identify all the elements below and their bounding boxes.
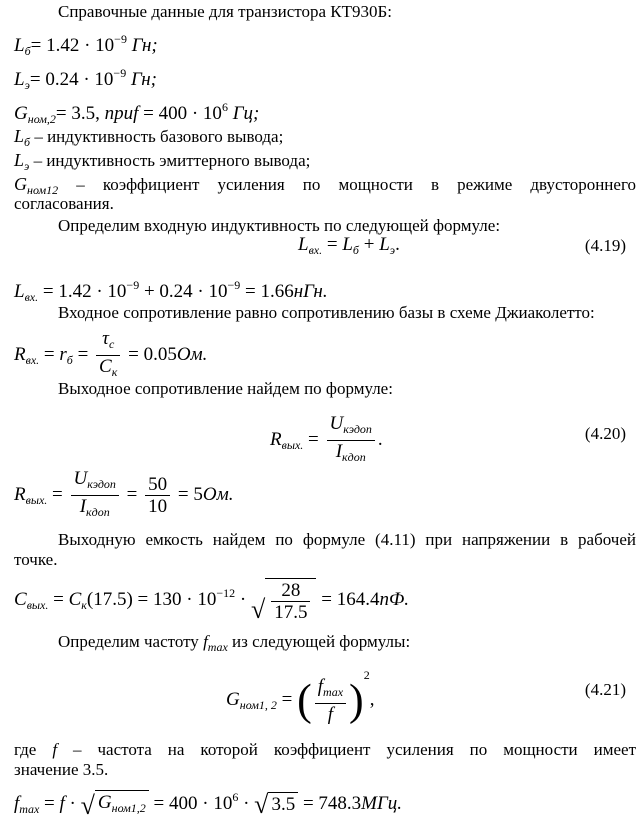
fraction: $\frac{f_{max}}{f}$ xyxy=(315,676,346,725)
equation-4-19: $L_{вх.} = L_б + L_э$. xyxy=(298,234,400,257)
calc-input-resistance: $R_{вх.} = r_б$ = $\frac{\tau_с}{C_к}$ = 0.05Ом. xyxy=(14,328,207,383)
section-title: Справочные данные для транзистора КТ930Б: xyxy=(58,2,392,21)
sqrt: √ $\frac{28}{17.5}$ xyxy=(251,578,317,623)
param-lb: $L_б= 1.42 \cdot 10^{-9}$ Гн; xyxy=(14,32,158,58)
fraction: $\frac{U_{кэдоп}}{I_{кдоп}}$ xyxy=(71,468,119,523)
fraction: $\frac{28}{17.5}$ xyxy=(271,580,310,623)
def-g: $G_{ном12}$ – коэффициент усиления по мощности в режиме двустороннего xyxy=(14,174,636,197)
calc-input-inductance: $L_{вх.} = 1.42 \cdot 10^{-9} + 0.24 \cdot 10^{-9} = 1.66нГн$. xyxy=(14,278,328,304)
calc-output-capacitance: $C_{вых.} = C_к(17.5) = 130 \cdot 10^{-12}$ · √ $\frac{28}{17.5}$ = 164.4пФ. xyxy=(14,580,409,624)
equation-4-20: $R_{вых.}$ = $\frac{U_{кэдоп}}{I_{кдоп}}$ . xyxy=(270,413,383,468)
para-max-frequency: Определим частоту $f_{mах}$ из следующей формулы: xyxy=(58,632,411,654)
equation-number-4-20: (4.20) xyxy=(584,424,626,443)
para-input-resistance: Входное сопротивление равно сопротивлению базы в схеме Джиаколетто: xyxy=(58,303,595,322)
fraction: $\frac{50}{10}$ xyxy=(145,474,170,517)
sqrt: √ $G_{ном1,2}$ xyxy=(81,790,149,819)
para-output-capacitance: Выходную емкость найдем по формуле (4.11) при напряжении в рабочей xyxy=(58,530,636,549)
fraction: $\frac{\tau_с}{C_к}$ xyxy=(96,328,120,383)
equation-number-4-19: (4.19) xyxy=(584,236,626,255)
param-le: $L_э= 0.24 \cdot 10^{-9}$ Гн; xyxy=(14,66,157,92)
equation-4-21: $G_{ном1, 2}$ = ( $\frac{f_{max}}{f}$ )$^2$, xyxy=(226,668,375,726)
para-where-cont: значение 3.5. xyxy=(14,760,109,779)
def-lb: $L_б$ – индуктивность базового вывода; xyxy=(14,126,284,149)
equation-number-4-21: (4.21) xyxy=(584,680,626,699)
para-output-capacitance-cont: точке. xyxy=(14,550,58,569)
sqrt: √ 3.5 xyxy=(254,792,298,818)
para-where: где f – частота на которой коэффициент усиления по мощности имеет xyxy=(14,740,636,759)
fraction: $\frac{U_{кэдоп}}{I_{кдоп}}$ xyxy=(327,413,375,468)
calc-output-resistance: $R_{вых.}$ = $\frac{U_{кэдоп}}{I_{кдоп}}$ = $\frac{50}{10}$ = 5Ом. xyxy=(14,468,233,523)
calc-max-frequency: $f_{max} = f$ · √ $G_{ном1,2}$ = $400 \cdot 10^6$ · √ 3.5 = 748.3МГц. xyxy=(14,789,403,821)
para-input-inductance: Определим входную индуктивность по следующей формуле: xyxy=(58,216,501,235)
para-output-resistance: Выходное сопротивление найдем по формуле: xyxy=(58,379,393,398)
def-le: $L_э$ – индуктивность эмиттерного вывода; xyxy=(14,150,311,173)
def-g-cont: согласования. xyxy=(14,194,114,213)
param-g: $G_{ном,2}= 3.5$, npuf = $400 \cdot 10^6$ Гц; xyxy=(14,100,260,126)
